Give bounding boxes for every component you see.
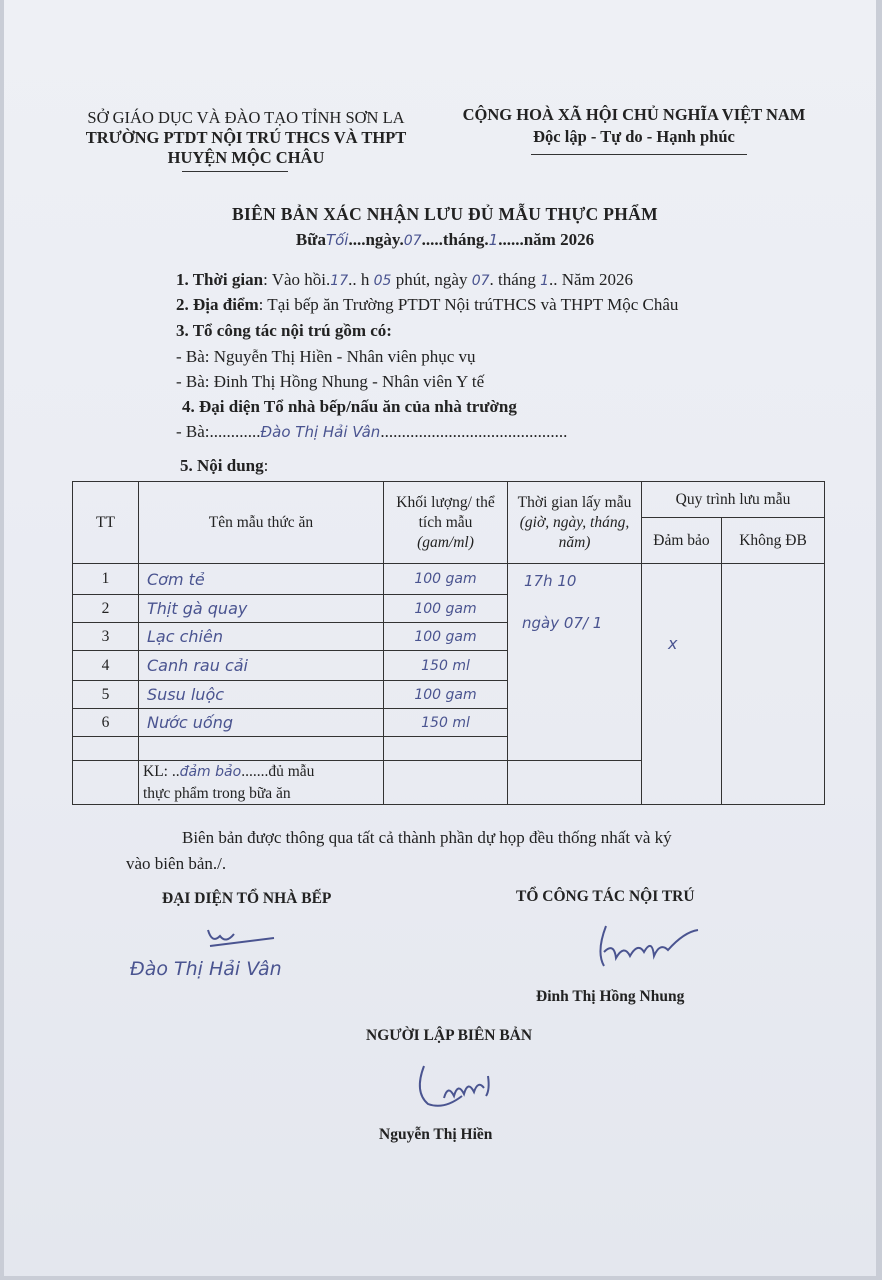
conclusion-value: đảm bảo: [179, 764, 242, 780]
closing-line-1: Biên bản được thông qua tất cả thành phần dự họp đều thống nhất và ký: [182, 828, 672, 847]
table-row: 4 Canh rau cải 150 ml: [73, 651, 825, 681]
food-sample-table: [72, 481, 825, 805]
hour-value: 17: [330, 273, 349, 289]
kitchen-representative: - Bà:............Đào Thị Hải Vân............................................: [176, 422, 568, 441]
board-sign-title: TỔ CÔNG TÁC NỘI TRÚ: [516, 888, 695, 905]
item-content-label: 5. Nội dung:: [180, 456, 269, 475]
country-name: CỘNG HOÀ XÃ HỘI CHỦ NGHĨA VIỆT NAM: [462, 105, 806, 124]
sampling-time: 17h 10: [524, 572, 577, 590]
col-header-weight: Khối lượng/ thể tích mẫu (gam/ml): [384, 482, 508, 564]
board-signature: [594, 922, 704, 972]
header-right-underline: [531, 154, 747, 155]
kitchen-sign-title: ĐẠI DIỆN TỔ NHÀ BẾP: [162, 890, 332, 907]
col-header-not-ok: Không ĐB: [722, 518, 825, 564]
minute-value: 05: [373, 273, 392, 289]
closing-line-2: vào biên bản./.: [126, 854, 227, 873]
document-subtitle: BữaTối....ngày.07.....tháng.1......năm 2026: [295, 230, 595, 249]
team-member-1: - Bà: Nguyễn Thị Hiền - Nhân viên phục vụ: [176, 347, 476, 366]
school-name: TRƯỜNG PTDT NỘI TRÚ THCS VÀ THPT: [85, 128, 407, 147]
sampling-date: ngày 07/ 1: [522, 614, 603, 632]
item-team-label: 3. Tổ công tác nội trú gồm có:: [176, 321, 392, 340]
col-header-time: Thời gian lấy mẫu (giờ, ngày, tháng, năm): [508, 482, 642, 564]
not-ok-cell: [722, 564, 825, 805]
col-header-process: Quy trình lưu mẫu: [642, 482, 825, 518]
time-day-value: 07: [471, 273, 490, 289]
maker-signature: [414, 1062, 504, 1112]
document-title: BIÊN BẢN XÁC NHẬN LƯU ĐỦ MẪU THỰC PHẨM: [232, 204, 658, 224]
kitchen-signature: [200, 922, 280, 952]
maker-sign-title: NGƯỜI LẬP BIÊN BẢN: [366, 1027, 533, 1044]
month-value: 1: [488, 231, 499, 249]
header-right: [450, 104, 818, 148]
time-month-value: 1: [540, 273, 549, 289]
header-left-underline: [182, 171, 288, 172]
col-header-ok: Đảm bảo: [642, 518, 722, 564]
document-page: [4, 0, 876, 1276]
ok-mark: x: [668, 634, 678, 653]
item-location: 2. Địa điểm: Tại bếp ăn Trường PTDT Nội trúTHCS và THPT Mộc Châu: [176, 295, 679, 314]
kitchen-rep-name: Đào Thị Hải Vân: [260, 423, 381, 441]
table-row: 6 Nước uống 150 ml: [73, 709, 825, 737]
board-sign-name: Đinh Thị Hồng Nhung: [536, 988, 685, 1005]
table-row: 3 Lạc chiên 100 gam: [73, 623, 825, 651]
conclusion-cell: KL: ..đảm bảo.......đủ mẫu thực phẩm trong bữa ăn: [139, 761, 384, 805]
item-kitchen-label: 4. Đại diện Tổ nhà bếp/nấu ăn của nhà trường: [182, 397, 517, 416]
team-member-2: - Bà: Đinh Thị Hồng Nhung - Nhân viên Y tế: [176, 372, 485, 391]
item-time: 1. Thời gian: Vào hồi.17.. h 05 phút, ngày 07. tháng 1.. Năm 2026: [176, 270, 634, 289]
header-left: [70, 108, 422, 168]
sampling-time-cell: [508, 564, 642, 761]
department-name: SỞ GIÁO DỤC VÀ ĐÀO TẠO TỈNH SƠN LA: [87, 108, 405, 127]
table-row: 1 Cơm tẻ 100 gam 17h 10 ngày 07/ 1 x: [73, 564, 825, 595]
maker-sign-name: Nguyễn Thị Hiền: [379, 1126, 493, 1143]
motto: Độc lập - Tự do - Hạnh phúc: [533, 127, 735, 146]
col-header-name: Tên mẫu thức ăn: [139, 482, 384, 564]
district-name: HUYỆN MỘC CHÂU: [167, 148, 325, 167]
ok-cell: [642, 564, 722, 805]
day-value: 07: [403, 233, 422, 249]
table-row: 5 Susu luộc 100 gam: [73, 681, 825, 709]
kitchen-sign-name: Đào Thị Hải Vân: [130, 958, 282, 980]
table-row: 2 Thịt gà quay 100 gam: [73, 595, 825, 623]
meal-value: Tối: [325, 231, 349, 249]
col-header-tt: TT: [73, 482, 139, 564]
